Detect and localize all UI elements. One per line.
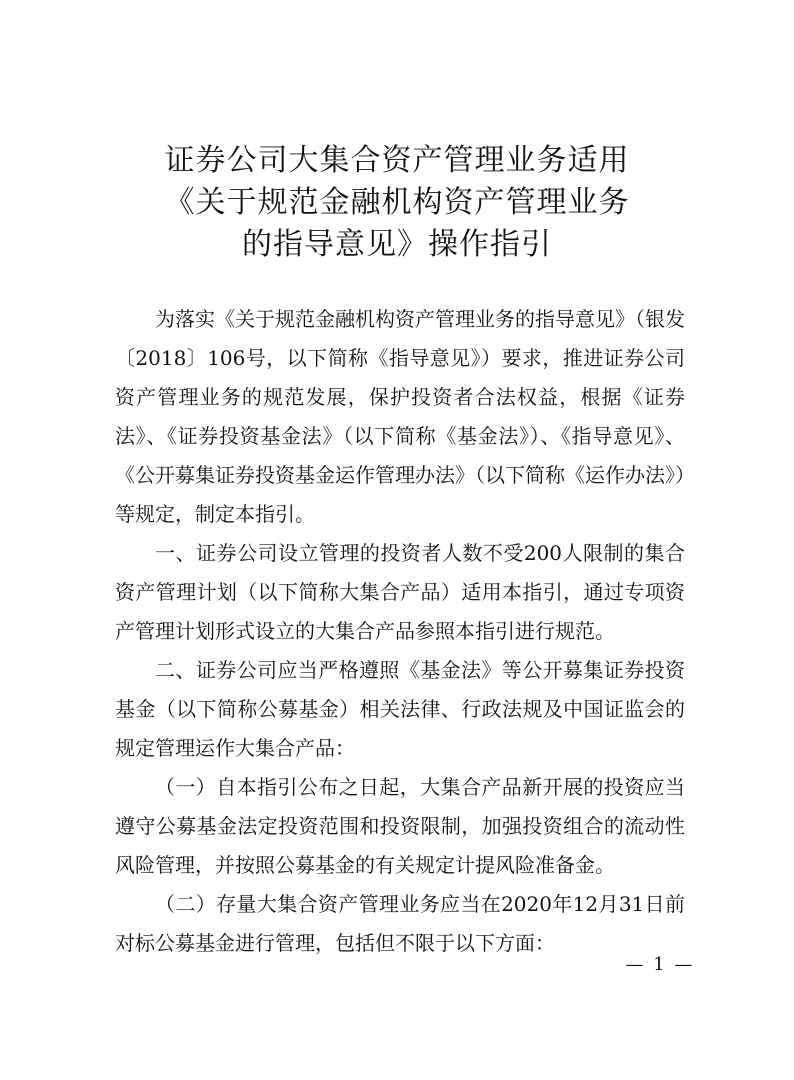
page-number: — 1 — [625, 954, 695, 975]
title-line-1: 证券公司大集合资产管理业务适用 [164, 143, 630, 178]
document-title [0, 140, 794, 266]
paragraph-item-1: （一）自本指引公布之日起，大集合产品新开展的投资应当遵守公募基金法定投资范围和投资限制，加强投资组合的流动性风险管理，并按照公募基金的有关规定计提风险准备金。 [115, 775, 685, 877]
title-line-2: 《关于规范金融机构资产管理业务 [164, 185, 630, 220]
paragraph-article-2: 二、证券公司应当严格遵照《基金法》等公开募集证券投资基金（以下简称公募基金）相关法律、行政法规及中国证监会的规定管理运作大集合产品： [115, 658, 685, 760]
paragraph-article-1: 一、证券公司设立管理的投资者人数不受200人限制的集合资产管理计划（以下简称大集合产品）适用本指引，通过专项资产管理计划形式设立的大集合产品参照本指引进行规范。 [115, 541, 685, 643]
paragraph-intro: 为落实《关于规范金融机构资产管理业务的指导意见》（银发〔2018〕106号，以下简称《指导意见》）要求，推进证券公司资产管理业务的规范发展，保护投资者合法权益，根据《证券法》、《证券投资基金法》（以下简称《基金法》）、《指导意见》、《公开募集证券投资基金运作管理办法》（以下简称《运作办法》）等规定，制定本指引。 [115, 307, 685, 526]
paragraph-item-2: （二）存量大集合资产管理业务应当在2020年12月31日前对标公募基金进行管理，包括但不限于以下方面： [115, 892, 685, 955]
document-body [115, 300, 685, 963]
title-line-3: 的指导意见》操作指引 [242, 227, 552, 262]
